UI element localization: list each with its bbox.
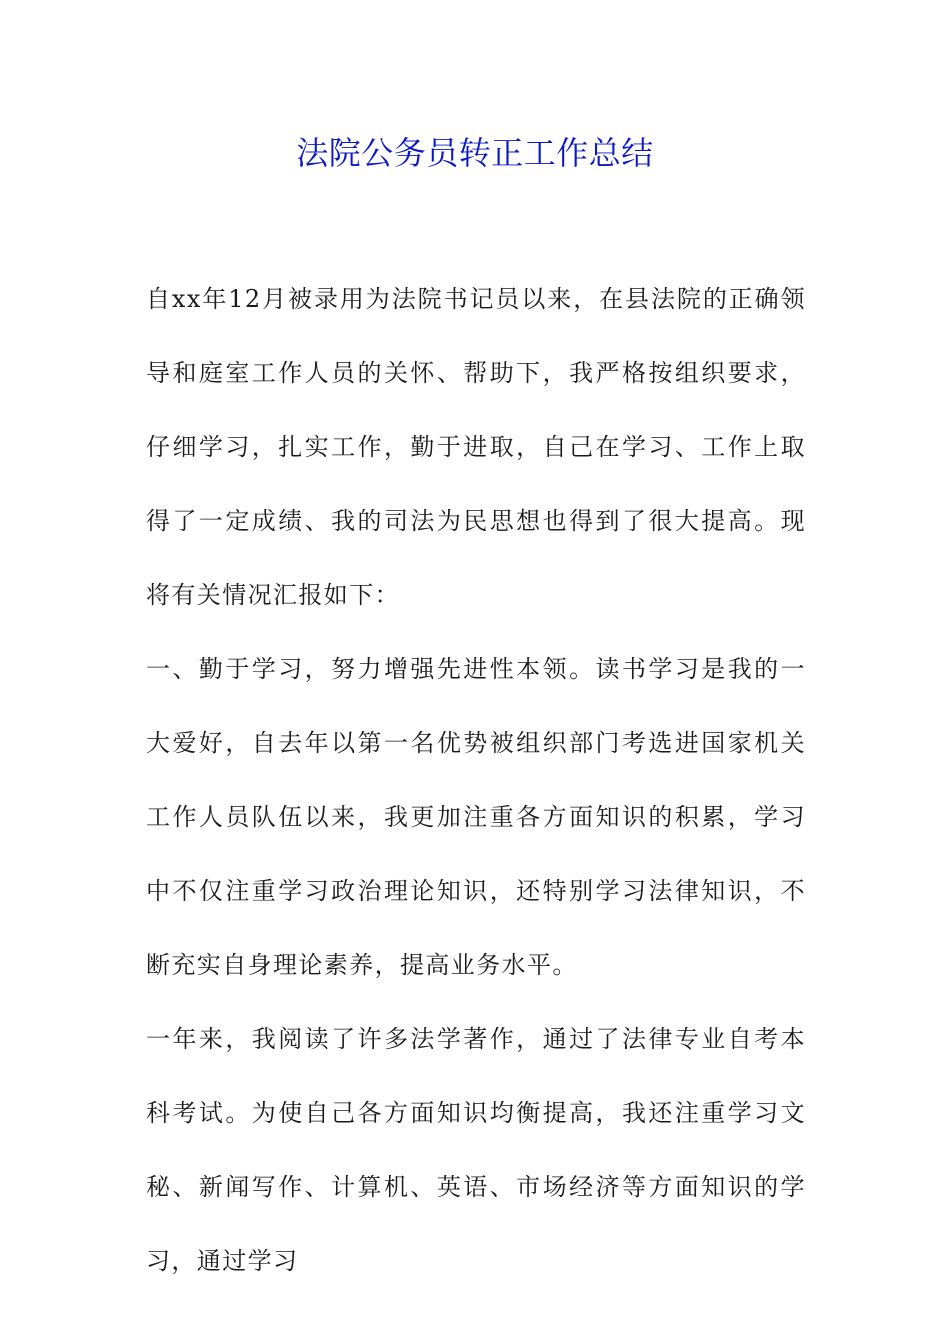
paragraph-study: 一、勤于学习，努力增强先进性本领。读书学习是我的一大爱好，自去年以第一名优势被组织部门考选进国家机关工作人员队伍以来，我更加注重各方面知识的积累，学习中不仅注重学习政治理论知识，还特别学习法律知识，不断充实自身理论素养，提高业务水平。 [146,655,806,979]
paragraph-intro: 自xx年12月被录用为法院书记员以来，在县法院的正确领导和庭室工作人员的关怀、帮助下，我严格按组织要求，仔细学习，扎实工作，勤于进取，自己在学习、工作上取得了一定成绩、我的司法为民思想也得到了很大提高。现将有关情况汇报如下： [146,285,806,609]
paragraph-reading: 一年来，我阅读了许多法学著作，通过了法律专业自考本科考试。为使自己各方面知识均衡提高，我还注重学习文秘、新闻写作、计算机、英语、市场经济等方面知识的学习，通过学习 [146,1025,806,1275]
document-body [146,262,806,1298]
document-title: 法院公务员转正工作总结 [296,134,654,172]
